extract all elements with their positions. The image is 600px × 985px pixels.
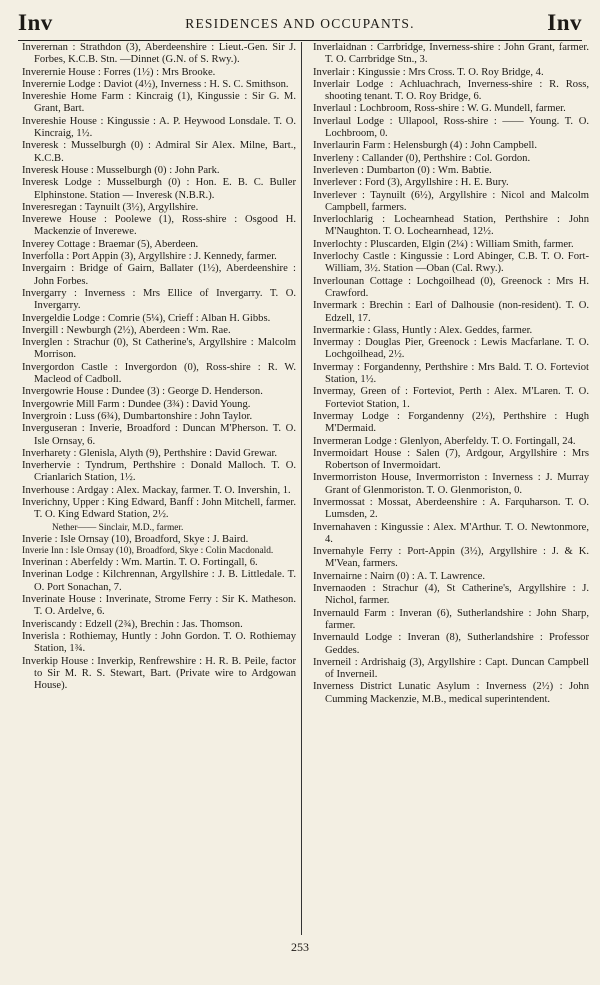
directory-entry: Inverisla : Rothiemay, Huntly : John Gordon. T. O. Rothiemay Station, 1¾. bbox=[22, 630, 296, 655]
directory-entry: Inverinan : Aberfeldy : Wm. Martin. T. O. Fortingall, 6. bbox=[22, 557, 258, 569]
directory-entry: Inverichny, Upper : King Edward, Banff : John Mitchell, farmer. T. O. King Edward Station, 2½. bbox=[22, 496, 296, 521]
directory-entry: Invernahyle Ferry : Port-Appin (3½), Argyllshire : J. & K. M'Vean, farmers. bbox=[313, 546, 589, 570]
directory-entry: Inveresk : Musselburgh (0) : Admiral Sir Alex. Milne, Bart., K.C.B. bbox=[22, 140, 296, 164]
directory-entry: Invereshie House : Kingussie : A. P. Heywood Lonsdale. T. O. Kincraig, 1½. bbox=[22, 115, 296, 140]
directory-entry: Invermeran Lodge : Glenlyon, Aberfeldy. T. O. Fortingall, 24. bbox=[313, 435, 576, 447]
directory-entry: Inverharety : Glenisla, Alyth (9), Perthshire : David Grewar. bbox=[22, 447, 278, 459]
directory-entry: Inverinan Lodge : Kilchrennan, Argyllshire : J. B. Littledale. T. O. Port Sonachan, 7. bbox=[22, 569, 296, 593]
directory-entry: Inverlaurin Farm : Helensburgh (4) : John Campbell. bbox=[313, 140, 537, 152]
directory-entry: Invermarkie : Glass, Huntly : Alex. Geddes, farmer. bbox=[313, 324, 533, 336]
directory-entry: Inverlair : Kingussie : Mrs Cross. T. O. Roy Bridge, 4. bbox=[313, 66, 544, 78]
directory-entry: Invergill : Newburgh (2½), Aberdeen : Wm. Rae. bbox=[22, 324, 231, 336]
directory-entry: Inverie : Isle Ornsay (10), Broadford, Skye : J. Baird. bbox=[22, 533, 249, 545]
directory-entry: Inverleven : Dumbarton (0) : Wm. Babtie. bbox=[313, 164, 492, 176]
directory-entry: Invermay Lodge : Forgandenny (2½), Perthshire : Hugh M'Dermaid. bbox=[313, 410, 589, 435]
directory-entry: Inverernie Lodge : Daviot (4½), Inverness : H. S. C. Smithson. bbox=[22, 78, 289, 90]
directory-entry: Invernahaven : Kingussie : Alex. M'Arthur. T. O. Newtonmore, 4. bbox=[313, 521, 589, 545]
directory-entry: Invermark : Brechin : Earl of Dalhousie (non-resident). T. O. Edzell, 17. bbox=[313, 300, 589, 324]
directory-entry: Inverhervie : Tyndrum, Perthshire : Donald Malloch. T. O. Crianlarich Station, 1½. bbox=[22, 460, 296, 484]
directory-entry: Invermoidart House : Salen (7), Ardgour, Argyllshire : Mrs Robertson of Invermoidart. bbox=[313, 447, 589, 472]
right-column bbox=[313, 42, 589, 706]
left-column bbox=[22, 42, 296, 692]
directory-entry: Inverernie House : Forres (1½) : Mrs Brooke. bbox=[22, 66, 216, 78]
directory-entry: Inverey Cottage : Braemar (5), Aberdeen. bbox=[22, 238, 199, 250]
page-number: 253 bbox=[291, 940, 309, 954]
directory-entry: Inverfolla : Port Appin (3), Argyllshire : J. Kennedy, farmer. bbox=[22, 251, 277, 263]
directory-entry: Inverewe House : Poolewe (1), Ross-shire : Osgood H. Mackenzie of Inverewe. bbox=[22, 214, 296, 238]
directory-entry: Inveresregan : Taynuilt (3½), Argyllshire. bbox=[22, 201, 199, 213]
directory-entry: Inverlaul : Lochbroom, Ross-shire : W. G. Mundell, farmer. bbox=[313, 103, 566, 115]
directory-entry: Inverneil : Ardrishaig (3), Argyllshire : Capt. Duncan Campbell of Inverneil. bbox=[313, 656, 589, 681]
running-head-right: Inv bbox=[547, 10, 582, 35]
directory-entry: Inveriscandy : Edzell (2¾), Brechin : Jas. Thomson. bbox=[22, 618, 243, 630]
directory-entry: Invernauld Lodge : Inveran (8), Sutherlandshire : Professor Geddes. bbox=[313, 632, 589, 656]
directory-entry: Invermay, Green of : Forteviot, Perth : Alex. M'Laren. T. O. Forteviot Station, 1. bbox=[313, 386, 589, 410]
directory-entry: Invermorriston House, Invermorriston : Inverness : J. Murray Grant of Glenmoriston. T. O. Glenmoriston, 0. bbox=[313, 472, 589, 496]
directory-entry: Invergroin : Luss (6¾), Dumbartonshire : John Taylor. bbox=[22, 410, 253, 422]
running-head-left: Inv bbox=[18, 10, 53, 35]
directory-entry: Inverlochy Castle : Kingussie : Lord Abinger, C.B. T. O. Fort-William, 3½. Station —Oban (Cal. Rwy.). bbox=[313, 251, 589, 275]
directory-entry: Invermay : Forgandenny, Perthshire : Mrs Bald. T. O. Forteviot Station, 1½. bbox=[313, 361, 589, 386]
directory-entry: Invergowrie Mill Farm : Dundee (3¾) : David Young. bbox=[22, 398, 251, 410]
directory-entry: Invermay : Douglas Pier, Greenock : Lewis Macfarlane. T. O. Lochgoilhead, 2½. bbox=[313, 337, 589, 361]
column-divider bbox=[301, 42, 302, 935]
directory-entry: Invergarry : Inverness : Mrs Ellice of Invergarry. T. O. Invergarry. bbox=[22, 287, 296, 312]
directory-entry: Inveresk Lodge : Musselburgh (0) : Hon. E. B. C. Buller Elphinstone. Station — Inveresk (N.B.R.). bbox=[22, 177, 296, 201]
directory-entry: Invermossat : Mossat, Aberdeenshire : A. Farquharson. T. O. Lumsden, 2. bbox=[313, 496, 589, 521]
directory-entry: Inverglen : Strachur (0), St Catherine's, Argyllshire : Malcolm Morrison. bbox=[22, 337, 296, 361]
directory-entry: Invernaoden : Strachur (4), St Catherine's, Argyllshire : J. Nichol, farmer. bbox=[313, 583, 589, 607]
directory-entry: Inverinate House : Inverinate, Strome Ferry : Sir K. Matheson. T. O. Ardelve, 6. bbox=[22, 594, 296, 618]
directory-entry: Invergordon Castle : Invergordon (0), Ross-shire : R. W. Macleod of Cadboll. bbox=[22, 361, 296, 386]
directory-entry: Invergeldie Lodge : Comrie (5¼), Crieff : Alban H. Gibbs. bbox=[22, 312, 271, 324]
directory-entry: Invernauld Farm : Inveran (6), Sutherlandshire : John Sharp, farmer. bbox=[313, 607, 589, 631]
directory-entry: Invernairne : Nairn (0) : A. T. Lawrence. bbox=[313, 570, 485, 582]
directory-entry: Inverlever : Taynuilt (6½), Argyllshire : Nicol and Malcolm Campbell, farmers. bbox=[313, 189, 589, 213]
directory-entry: Inverernan : Strathdon (3), Aberdeenshire : Lieut.-Gen. Sir J. Forbes, K.C.B. Stn. —Dinnet (G.N. of S. Rwy.). bbox=[22, 42, 296, 66]
directory-entry: Inverness District Lunatic Asylum : Inverness (2½) : John Cumming Mackenzie, M.B., medical superintendent. bbox=[313, 681, 589, 705]
directory-entry: Inveresk House : Musselburgh (0) : John Park. bbox=[22, 164, 220, 176]
directory-entry: Invergairn : Bridge of Gairn, Ballater (1½), Aberdeenshire : John Forbes. bbox=[22, 263, 296, 287]
directory-entry: Inverlochlarig : Lochearnhead Station, Perthshire : John M'Naughton. T. O. Lochearnhead, 12½. bbox=[313, 214, 589, 238]
directory-entry: Inverlair Lodge : Achluachrach, Inverness-shire : R. Ross, shooting tenant. T. O. Roy Bridge, 6. bbox=[313, 78, 589, 103]
directory-entry: Invergowrie House : Dundee (3) : George D. Henderson. bbox=[22, 386, 263, 398]
directory-entry: Invereshie Home Farm : Kincraig (1), Kingussie : Sir G. M. Grant, Bart. bbox=[22, 91, 296, 115]
directory-entry: Inverie Inn : Isle Ornsay (10), Broadford, Skye : Colin Macdonald. bbox=[22, 546, 274, 557]
directory-entry: Inverleny : Callander (0), Perthshire : Col. Gordon. bbox=[313, 152, 531, 164]
directory-entry: Inverguseran : Inverie, Broadford : Duncan M'Pherson. T. O. Isle Ornsay, 6. bbox=[22, 423, 296, 447]
running-head-title: RESIDENCES AND OCCUPANTS. bbox=[185, 16, 415, 31]
directory-entry: Inverhouse : Ardgay : Alex. Mackay, farmer. T. O. Invershin, 1. bbox=[22, 484, 291, 496]
directory-entry: Inverlounan Cottage : Lochgoilhead (0), Greenock : Mrs H. Crawford. bbox=[313, 275, 589, 299]
directory-entry: Nether—— Sinclair, M.D., farmer. bbox=[52, 522, 184, 533]
directory-entry: Inverlochty : Pluscarden, Elgin (2¼) : William Smith, farmer. bbox=[313, 238, 574, 250]
directory-entry: Inverkip House : Inverkip, Renfrewshire : H. R. B. Peile, factor to Sir M. R. S. Stewart, Bart. (Private wire to Ardgowan House). bbox=[22, 655, 296, 692]
directory-entry: Inverlever : Ford (3), Argyllshire : H. E. Bury. bbox=[313, 177, 509, 189]
directory-entry: Inverlaidnan : Carrbridge, Inverness-shire : John Grant, farmer. T. O. Carrbridge Stn., 3. bbox=[313, 42, 589, 66]
directory-entry: Inverlaul Lodge : Ullapool, Ross-shire : —— Young. T. O. Lochbroom, 0. bbox=[313, 115, 589, 140]
page-header bbox=[18, 6, 582, 41]
